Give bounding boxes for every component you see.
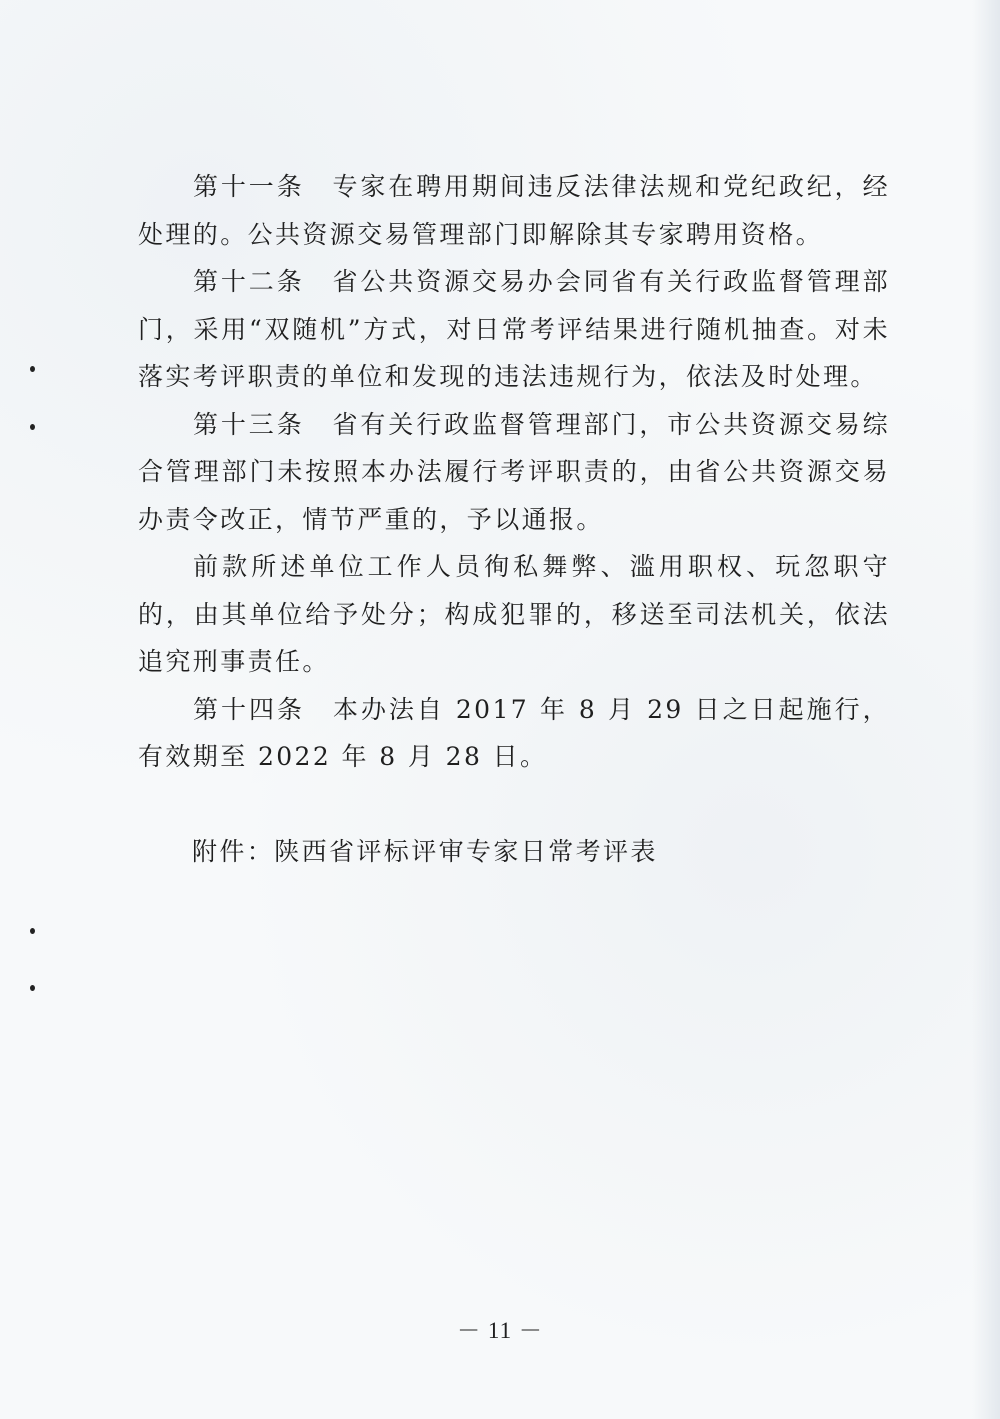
article-13-paragraph: 第十三条 省有关行政监督管理部门，市公共资源交易综合管理部门未按照本办法履行考评职责的，由省公共资源交易办责令改正，情节严重的，予以通报。 xyxy=(138,409,890,534)
binding-hole-mark xyxy=(30,424,35,430)
scan-edge-shadow xyxy=(972,0,1000,1419)
article-11-paragraph: 第十一条 专家在聘用期间违反法律法规和党纪政纪，经处理的。公共资源交易管理部门即解除其专家聘用资格。 xyxy=(138,172,890,249)
article-13-second-paragraph: 前款所述单位工作人员徇私舞弊、滥用职权、玩忽职守的，由其单位给予处分；构成犯罪的，移送至司法机关，依法追究刑事责任。 xyxy=(138,552,890,676)
article-14-paragraph: 第十四条 本办法自 2017 年 8 月 29 日之日起施行，有效期至 2022 年 8 月 28 日。 xyxy=(138,694,890,771)
attachment-line: 附件：陕西省评标评审专家日常考评表 xyxy=(192,837,658,866)
page-number: － 11 － xyxy=(457,1318,543,1343)
document-body xyxy=(138,163,890,781)
article-12-paragraph: 第十二条 省公共资源交易办会同省有关行政监督管理部门，采用“双随机”方式，对日常考评结果进行随机抽查。对未落实考评职责的单位和发现的违法违规行为，依法及时处理。 xyxy=(138,267,890,391)
binding-hole-mark xyxy=(30,985,35,991)
binding-hole-mark xyxy=(30,366,35,372)
binding-hole-mark xyxy=(30,928,35,934)
